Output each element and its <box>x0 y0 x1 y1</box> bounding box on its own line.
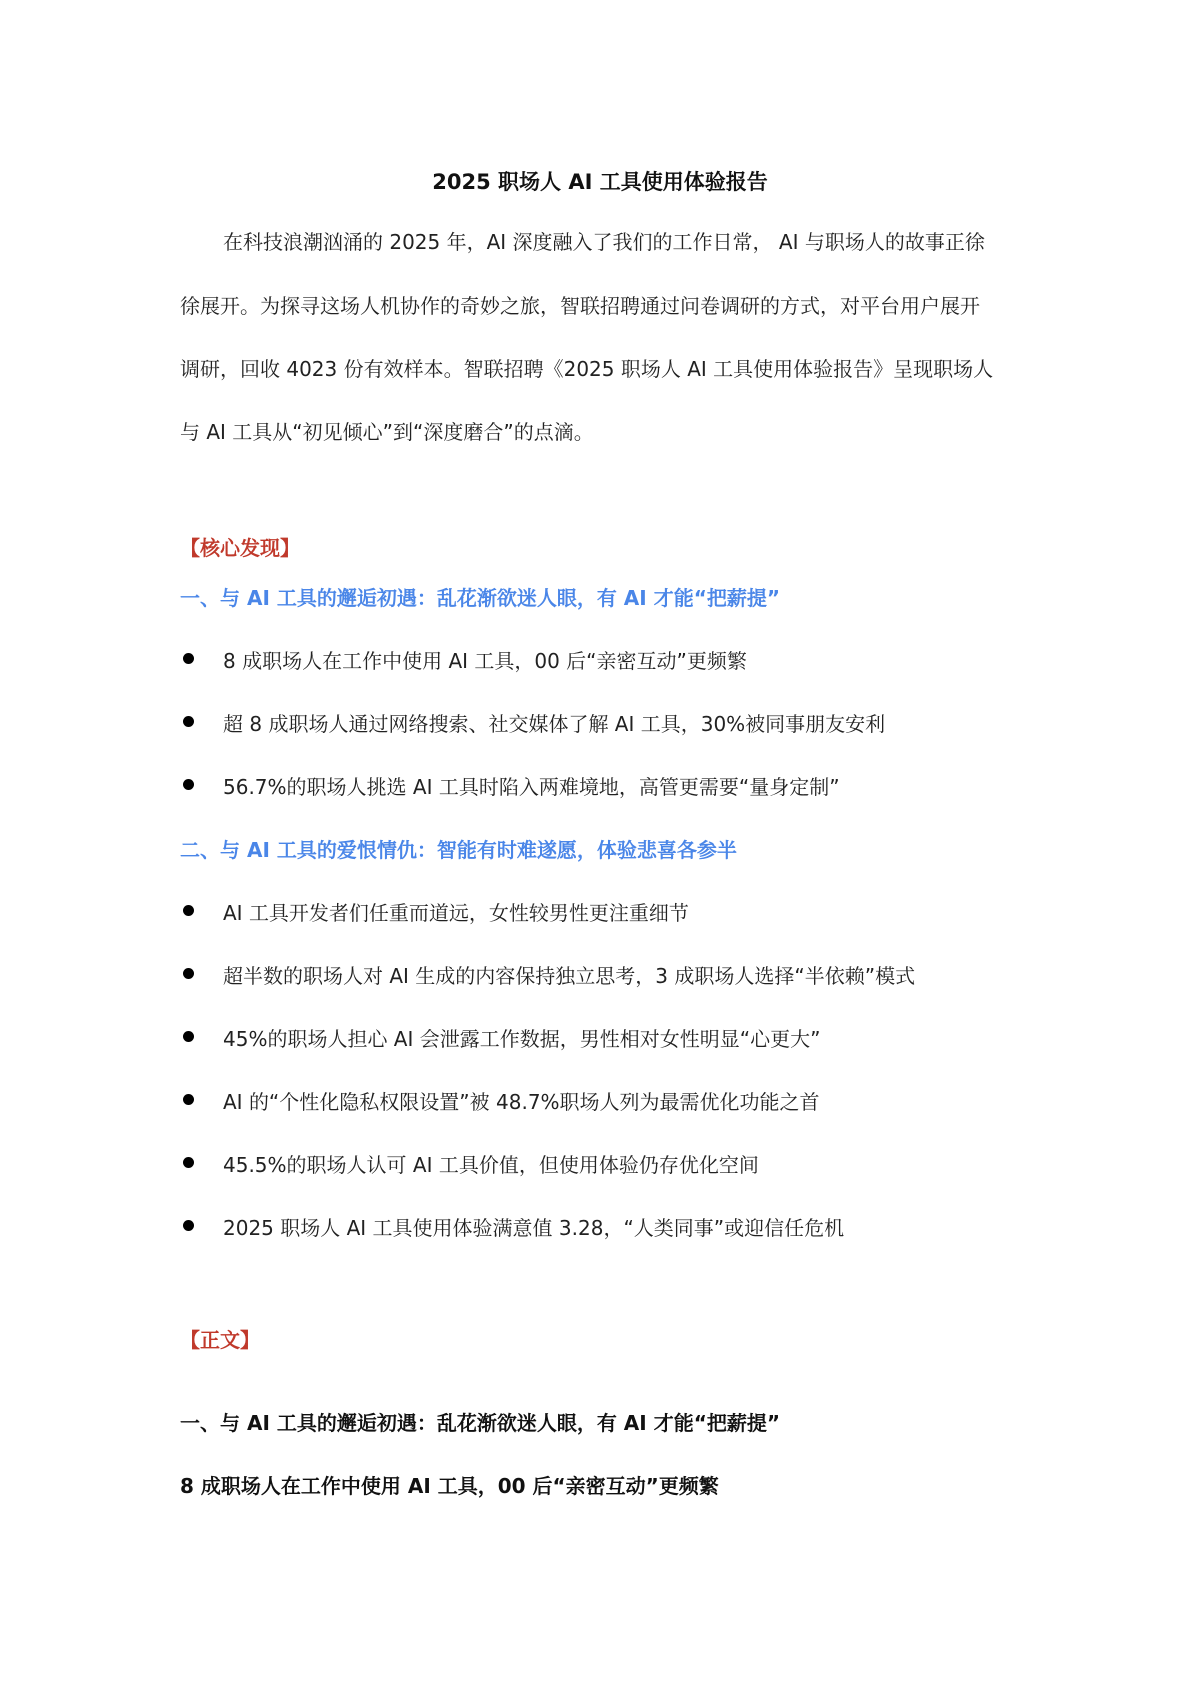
body-heading-1: 一、与 AI 工具的邂逅初遇：乱花渐欲迷人眼，有 AI 才能“把薪提” <box>180 1411 780 1435</box>
bullet-icon <box>183 1157 194 1168</box>
bullet-text: AI 工具开发者们任重而道远，女性较男性更注重细节 <box>223 901 689 925</box>
bullet-icon <box>183 653 194 664</box>
body-heading-2: 8 成职场人在工作中使用 AI 工具，00 后“亲密互动”更频繁 <box>180 1474 719 1498</box>
document-title: 2025 职场人 AI 工具使用体验报告 <box>432 170 768 194</box>
bullet-text: 超半数的职场人对 AI 生成的内容保持独立思考，3 成职场人选择“半依赖”模式 <box>223 964 916 988</box>
bullet-text: 8 成职场人在工作中使用 AI 工具，00 后“亲密互动”更频繁 <box>223 649 747 673</box>
intro-line-2: 徐展开。为探寻这场人机协作的奇妙之旅，智联招聘通过问卷调研的方式，对平台用户展开 <box>180 294 980 318</box>
intro-line-1: 在科技浪潮汹涌的 2025 年，AI 深度融入了我们的工作日常， AI 与职场人的故事正徐 <box>223 230 985 254</box>
bullet-icon <box>183 1220 194 1231</box>
bullet-text: 45%的职场人担心 AI 会泄露工作数据，男性相对女性明显“心更大” <box>223 1027 821 1051</box>
bullet-icon <box>183 968 194 979</box>
bullet-icon <box>183 716 194 727</box>
bullet-icon <box>183 905 194 916</box>
bullet-icon <box>183 1094 194 1105</box>
bullet-icon <box>183 1031 194 1042</box>
core-findings-label: 【核心发现】 <box>180 536 300 560</box>
bullet-text: 2025 职场人 AI 工具使用体验满意值 3.28，“人类同事”或迎信任危机 <box>223 1216 845 1240</box>
bullet-text: 45.5%的职场人认可 AI 工具价值，但使用体验仍存优化空间 <box>223 1153 759 1177</box>
section2-title: 二、与 AI 工具的爱恨情仇：智能有时难遂愿，体验悲喜各参半 <box>180 838 737 862</box>
section1-title: 一、与 AI 工具的邂逅初遇：乱花渐欲迷人眼，有 AI 才能“把薪提” <box>180 586 780 610</box>
bullet-text: 56.7%的职场人挑选 AI 工具时陷入两难境地，高管更需要“量身定制” <box>223 775 840 799</box>
body-label: 【正文】 <box>180 1328 260 1352</box>
bullet-text: AI 的“个性化隐私权限设置”被 48.7%职场人列为最需优化功能之首 <box>223 1090 820 1114</box>
bullet-icon <box>183 779 194 790</box>
bullet-text: 超 8 成职场人通过网络搜索、社交媒体了解 AI 工具，30%被同事朋友安利 <box>223 712 886 736</box>
intro-line-3: 调研，回收 4023 份有效样本。智联招聘《2025 职场人 AI 工具使用体验报告》呈现职场人 <box>180 357 994 381</box>
intro-line-4: 与 AI 工具从“初见倾心”到“深度磨合”的点滴。 <box>180 420 594 444</box>
